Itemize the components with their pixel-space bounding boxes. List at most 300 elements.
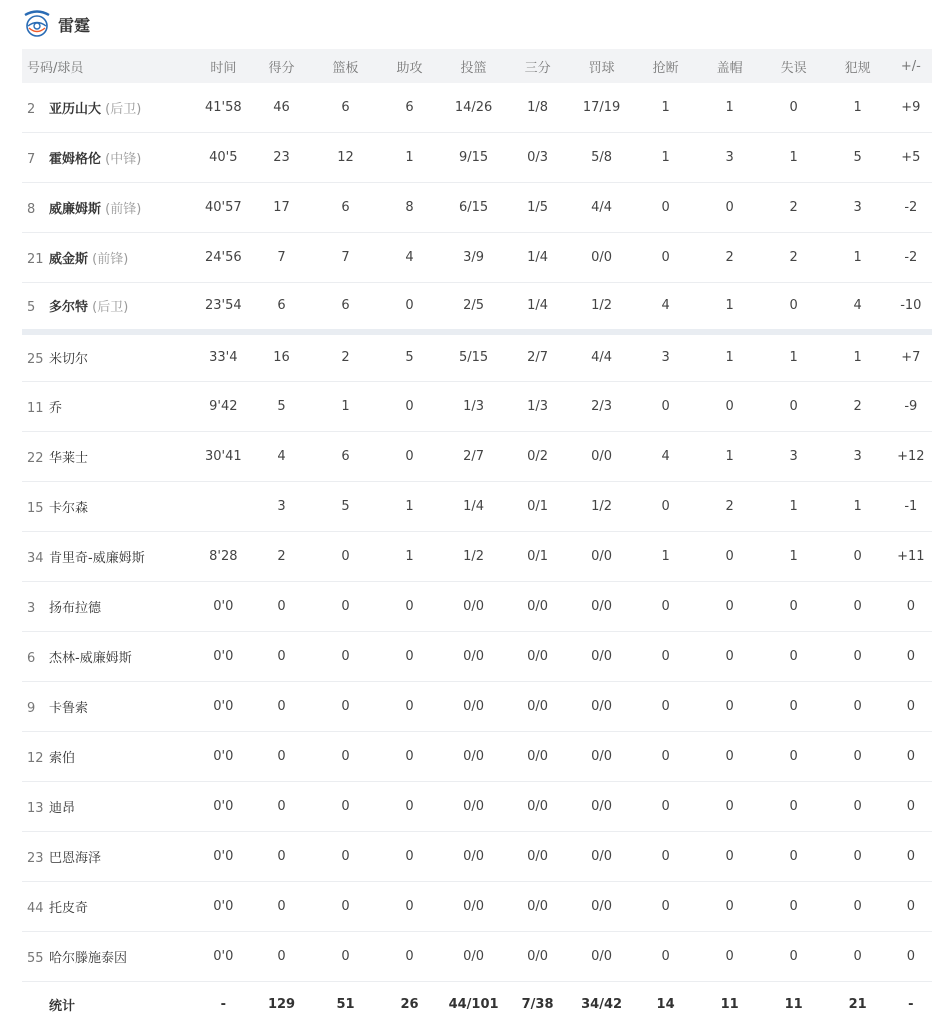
- player-name[interactable]: 迪昂: [49, 800, 76, 816]
- column-header-time: 时间: [210, 60, 237, 76]
- stat-fouls: 0: [853, 848, 862, 864]
- player-row: [22, 731, 932, 781]
- stat-field-goals: 0/0: [463, 898, 485, 914]
- stat-field-goals: 5/15: [458, 350, 489, 366]
- stat-free-throws: 1/2: [591, 298, 613, 314]
- stat-field-goals: 0/0: [463, 698, 485, 714]
- jersey-number: 7: [27, 151, 36, 167]
- jersey-number: 44: [27, 900, 44, 916]
- stat-free-throws: 17/19: [582, 99, 621, 115]
- stat-time: 30'41: [204, 448, 242, 464]
- jersey-number: 3: [27, 600, 36, 616]
- player-cell: [22, 332, 197, 381]
- stat-blocks: 0: [725, 598, 734, 614]
- stat-fouls: 0: [853, 798, 862, 814]
- stat-rebounds: 0: [341, 898, 350, 914]
- stat-steals: 0: [661, 199, 670, 215]
- stat-free-throws: 0/0: [591, 448, 613, 464]
- stat-time: 8'28: [209, 548, 238, 564]
- stat-time: 33'4: [209, 350, 238, 366]
- stat-rebounds: 0: [341, 548, 350, 564]
- stat-three-pointers: 1/8: [527, 99, 549, 115]
- player-row: [22, 831, 932, 881]
- stat-turnovers: 0: [789, 698, 798, 714]
- stat-rebounds: 12: [337, 149, 354, 165]
- stat-assists: 5: [405, 350, 414, 366]
- column-header-three-pointers: 三分: [524, 60, 551, 76]
- stat-time: 0'0: [213, 948, 234, 964]
- stat-fouls: 1: [853, 350, 862, 366]
- stat-assists: 0: [405, 848, 414, 864]
- player-name[interactable]: 肯里奇-威廉姆斯: [49, 550, 145, 566]
- jersey-number: 25: [27, 352, 44, 368]
- stat-points: 0: [277, 898, 286, 914]
- stat-rebounds: 0: [341, 848, 350, 864]
- player-name[interactable]: 威金斯: [49, 251, 89, 267]
- player-row: [22, 431, 932, 481]
- stat-blocks: 2: [725, 249, 734, 265]
- stat-blocks: 1: [725, 350, 734, 366]
- stat-blocks: 0: [725, 898, 734, 914]
- stat-free-throws: 5/8: [591, 149, 613, 165]
- stat-rebounds: 0: [341, 798, 350, 814]
- stat-field-goals: 9/15: [458, 149, 489, 165]
- column-header-free-throws: 罚球: [588, 60, 615, 76]
- stat-fouls: 1: [853, 99, 862, 115]
- stat-turnovers: 1: [789, 149, 798, 165]
- player-name[interactable]: 哈尔滕施泰因: [49, 950, 128, 966]
- player-position: (中锋): [105, 151, 142, 167]
- stat-plus-minus: 0: [906, 598, 915, 614]
- stat-points: 6: [277, 298, 286, 314]
- stat-turnovers: 0: [789, 898, 798, 914]
- stat-assists: 0: [405, 898, 414, 914]
- player-cell: [22, 431, 197, 481]
- stat-points: 16: [273, 350, 290, 366]
- stat-assists: 1: [405, 548, 414, 564]
- player-row: [22, 132, 932, 182]
- stat-blocks: 1: [725, 298, 734, 314]
- player-name[interactable]: 卡鲁索: [49, 700, 89, 716]
- player-row: [22, 781, 932, 831]
- player-cell: [22, 481, 197, 531]
- stat-three-pointers: 0/0: [527, 948, 549, 964]
- stat-steals: 4: [661, 448, 670, 464]
- stat-turnovers: 0: [789, 598, 798, 614]
- player-row: [22, 381, 932, 431]
- jersey-number: 21: [27, 251, 44, 267]
- stat-time: 0'0: [213, 598, 234, 614]
- stat-assists: 0: [405, 598, 414, 614]
- stat-steals: 0: [661, 249, 670, 265]
- total-field-goals: 44/101: [448, 997, 499, 1013]
- stat-free-throws: 0/0: [591, 748, 613, 764]
- stat-plus-minus: 0: [906, 898, 915, 914]
- stat-steals: 0: [661, 598, 670, 614]
- stat-three-pointers: 1/4: [527, 249, 549, 265]
- stat-time: [197, 481, 249, 531]
- player-position: (后卫): [105, 101, 142, 117]
- stat-steals: 0: [661, 648, 670, 664]
- player-position: (前锋): [105, 201, 142, 217]
- stat-assists: 0: [405, 298, 414, 314]
- player-row: [22, 631, 932, 681]
- stat-points: 0: [277, 798, 286, 814]
- stat-plus-minus: +5: [901, 149, 921, 165]
- player-row: [22, 83, 932, 132]
- stat-plus-minus: 0: [906, 798, 915, 814]
- stat-time: 0'0: [213, 648, 234, 664]
- player-row: [22, 531, 932, 581]
- stat-free-throws: 0/0: [591, 898, 613, 914]
- stat-points: 0: [277, 648, 286, 664]
- jersey-number: 2: [27, 101, 36, 117]
- stat-field-goals: 0/0: [463, 598, 485, 614]
- stat-turnovers: 0: [789, 748, 798, 764]
- stat-blocks: 2: [725, 498, 734, 514]
- stat-free-throws: 0/0: [591, 648, 613, 664]
- stat-plus-minus: 0: [906, 648, 915, 664]
- stat-time: 0'0: [213, 698, 234, 714]
- stat-rebounds: 7: [341, 249, 350, 265]
- stat-blocks: 0: [725, 948, 734, 964]
- player-name[interactable]: 米切尔: [49, 352, 89, 368]
- stat-plus-minus: +9: [901, 99, 921, 115]
- stat-fouls: 0: [853, 748, 862, 764]
- jersey-number: 13: [27, 800, 44, 816]
- stat-time: 0'0: [213, 848, 234, 864]
- player-name[interactable]: 托皮奇: [49, 900, 89, 916]
- stat-turnovers: 0: [789, 798, 798, 814]
- column-header-points: 得分: [268, 60, 295, 76]
- stat-three-pointers: 1/5: [527, 199, 549, 215]
- jersey-number: 5: [27, 300, 36, 316]
- player-row: [22, 931, 932, 981]
- stat-field-goals: 0/0: [463, 798, 485, 814]
- stat-free-throws: 0/0: [591, 848, 613, 864]
- player-name[interactable]: 乔: [49, 400, 63, 416]
- stat-points: 23: [273, 149, 290, 165]
- stat-plus-minus: 0: [906, 698, 915, 714]
- player-name[interactable]: 华莱士: [49, 450, 89, 466]
- stat-blocks: 1: [725, 99, 734, 115]
- stat-assists: 6: [405, 99, 414, 115]
- stat-rebounds: 6: [341, 298, 350, 314]
- stat-assists: 0: [405, 948, 414, 964]
- stat-steals: 0: [661, 848, 670, 864]
- stat-points: 0: [277, 848, 286, 864]
- stat-turnovers: 1: [789, 548, 798, 564]
- stat-time: 41'58: [204, 99, 242, 115]
- stat-time: 40'57: [204, 199, 242, 215]
- player-cell: [22, 182, 197, 232]
- player-name[interactable]: 多尔特: [49, 300, 89, 316]
- stat-plus-minus: -9: [904, 398, 918, 414]
- stat-three-pointers: 1/3: [527, 398, 549, 414]
- column-header-steals: 抢断: [652, 60, 679, 76]
- player-position: (前锋): [92, 251, 129, 267]
- stat-plus-minus: 0: [906, 748, 915, 764]
- stat-free-throws: 4/4: [591, 199, 613, 215]
- stat-turnovers: 0: [789, 848, 798, 864]
- stat-field-goals: 0/0: [463, 748, 485, 764]
- stat-plus-minus: 0: [906, 848, 915, 864]
- stat-turnovers: 2: [789, 199, 798, 215]
- stat-three-pointers: 0/0: [527, 598, 549, 614]
- stat-points: 5: [277, 398, 286, 414]
- stat-free-throws: 0/0: [591, 548, 613, 564]
- stat-fouls: 1: [853, 498, 862, 514]
- stat-rebounds: 0: [341, 598, 350, 614]
- stat-blocks: 3: [725, 149, 734, 165]
- stat-field-goals: 2/7: [463, 448, 485, 464]
- stat-turnovers: 0: [789, 948, 798, 964]
- stat-steals: 0: [661, 748, 670, 764]
- stat-steals: 1: [661, 99, 670, 115]
- total-fouls: 21: [848, 997, 867, 1013]
- stat-blocks: 0: [725, 199, 734, 215]
- jersey-number: 34: [27, 550, 44, 566]
- column-header-field-goals: 投篮: [460, 60, 487, 76]
- stat-field-goals: 0/0: [463, 648, 485, 664]
- stat-plus-minus: +11: [897, 548, 925, 564]
- stat-assists: 0: [405, 748, 414, 764]
- stat-three-pointers: 0/1: [527, 548, 549, 564]
- stat-blocks: 0: [725, 698, 734, 714]
- stat-points: 4: [277, 448, 286, 464]
- stat-plus-minus: -10: [900, 298, 922, 314]
- stat-blocks: 0: [725, 548, 734, 564]
- stat-plus-minus: +7: [901, 350, 921, 366]
- stat-steals: 0: [661, 398, 670, 414]
- column-header-rebounds: 篮板: [332, 60, 359, 76]
- stat-rebounds: 2: [341, 350, 350, 366]
- stat-points: 17: [273, 199, 290, 215]
- stat-time: 0'0: [213, 798, 234, 814]
- column-header-blocks: 盖帽: [716, 60, 743, 76]
- stat-field-goals: 1/4: [463, 498, 485, 514]
- stat-rebounds: 0: [341, 748, 350, 764]
- player-name[interactable]: 霍姆格伦: [49, 151, 102, 167]
- stat-fouls: 3: [853, 199, 862, 215]
- stat-steals: 1: [661, 149, 670, 165]
- stat-turnovers: 3: [789, 448, 798, 464]
- player-cell: [22, 232, 197, 282]
- jersey-number: 22: [27, 450, 44, 466]
- stat-assists: 4: [405, 249, 414, 265]
- team-name: 雷霆: [58, 15, 91, 35]
- player-cell: [22, 881, 197, 931]
- player-position: (后卫): [92, 300, 129, 316]
- stat-free-throws: 0/0: [591, 249, 613, 265]
- player-name[interactable]: 卡尔森: [49, 500, 89, 516]
- stat-three-pointers: 1/4: [527, 298, 549, 314]
- stat-rebounds: 6: [341, 448, 350, 464]
- column-header-fouls: 犯规: [844, 60, 871, 76]
- stat-free-throws: 1/2: [591, 498, 613, 514]
- stat-fouls: 2: [853, 398, 862, 414]
- stat-time: 0'0: [213, 748, 234, 764]
- stat-fouls: 0: [853, 948, 862, 964]
- player-row: [22, 681, 932, 731]
- total-free-throws: 34/42: [581, 997, 623, 1013]
- total-blocks: 11: [720, 997, 739, 1013]
- player-row: [22, 332, 932, 381]
- stat-rebounds: 0: [341, 648, 350, 664]
- player-row: [22, 232, 932, 282]
- stat-fouls: 3: [853, 448, 862, 464]
- totals-label: 统计: [49, 999, 76, 1015]
- box-score-table: [22, 49, 932, 1028]
- player-cell: [22, 381, 197, 431]
- stat-field-goals: 14/26: [454, 99, 493, 115]
- stat-points: 3: [277, 498, 286, 514]
- player-cell: [22, 631, 197, 681]
- stat-field-goals: 1/3: [463, 398, 485, 414]
- stat-assists: 1: [405, 498, 414, 514]
- stat-steals: 1: [661, 548, 670, 564]
- total-turnovers: 11: [784, 997, 803, 1013]
- stat-turnovers: 0: [789, 99, 798, 115]
- player-row: [22, 282, 932, 332]
- jersey-number: 8: [27, 201, 36, 217]
- stat-three-pointers: 0/3: [527, 149, 549, 165]
- stat-turnovers: 0: [789, 648, 798, 664]
- total-time: -: [220, 997, 227, 1013]
- stat-rebounds: 5: [341, 498, 350, 514]
- stat-assists: 0: [405, 448, 414, 464]
- stat-turnovers: 0: [789, 298, 798, 314]
- stat-rebounds: 6: [341, 199, 350, 215]
- stat-time: 0'0: [213, 898, 234, 914]
- stat-points: 0: [277, 748, 286, 764]
- player-row: [22, 481, 932, 531]
- stat-blocks: 0: [725, 648, 734, 664]
- stat-three-pointers: 0/0: [527, 898, 549, 914]
- stat-plus-minus: -1: [904, 498, 918, 514]
- stat-three-pointers: 0/0: [527, 848, 549, 864]
- stat-rebounds: 1: [341, 398, 350, 414]
- total-points: 129: [267, 997, 296, 1013]
- stat-field-goals: 1/2: [463, 548, 485, 564]
- jersey-number: 12: [27, 750, 44, 766]
- table-header-row: [22, 49, 932, 83]
- stat-fouls: 0: [853, 898, 862, 914]
- stat-free-throws: 2/3: [591, 398, 613, 414]
- stat-assists: 0: [405, 398, 414, 414]
- stat-free-throws: 4/4: [591, 350, 613, 366]
- team-header: [22, 8, 90, 40]
- stat-points: 2: [277, 548, 286, 564]
- stat-blocks: 0: [725, 848, 734, 864]
- total-steals: 14: [656, 997, 675, 1013]
- stat-steals: 0: [661, 798, 670, 814]
- stat-plus-minus: -2: [904, 249, 918, 265]
- stat-plus-minus: 0: [906, 948, 915, 964]
- player-row: [22, 182, 932, 232]
- player-cell: [22, 781, 197, 831]
- stat-time: 23'54: [204, 298, 242, 314]
- stat-fouls: 0: [853, 548, 862, 564]
- stat-fouls: 5: [853, 149, 862, 165]
- stat-rebounds: 6: [341, 99, 350, 115]
- stat-assists: 0: [405, 798, 414, 814]
- player-cell: [22, 931, 197, 981]
- stat-three-pointers: 0/1: [527, 498, 549, 514]
- stat-free-throws: 0/0: [591, 698, 613, 714]
- player-name[interactable]: 亚历山大: [49, 101, 102, 117]
- stat-assists: 8: [405, 199, 414, 215]
- stat-assists: 1: [405, 149, 414, 165]
- stat-plus-minus: +12: [897, 448, 925, 464]
- stat-three-pointers: 0/0: [527, 748, 549, 764]
- stat-plus-minus: -2: [904, 199, 918, 215]
- stat-steals: 0: [661, 898, 670, 914]
- player-cell: [22, 731, 197, 781]
- stat-points: 7: [277, 249, 286, 265]
- jersey-number: 55: [27, 950, 44, 966]
- total-three-pointers: 7/38: [521, 997, 554, 1013]
- totals-row: [22, 981, 932, 1028]
- stat-three-pointers: 0/2: [527, 448, 549, 464]
- player-name[interactable]: 杰林-威廉姆斯: [49, 650, 132, 666]
- stat-blocks: 0: [725, 748, 734, 764]
- stat-fouls: 1: [853, 249, 862, 265]
- player-name[interactable]: 威廉姆斯: [49, 201, 102, 217]
- column-header-assists: 助攻: [396, 60, 423, 76]
- stat-turnovers: 1: [789, 350, 798, 366]
- stat-field-goals: 0/0: [463, 948, 485, 964]
- stat-field-goals: 3/9: [463, 249, 485, 265]
- stat-three-pointers: 0/0: [527, 698, 549, 714]
- stat-three-pointers: 2/7: [527, 350, 549, 366]
- column-header-player: 号码/球员: [27, 60, 84, 76]
- stat-field-goals: 2/5: [463, 298, 485, 314]
- stat-blocks: 0: [725, 398, 734, 414]
- stat-fouls: 0: [853, 648, 862, 664]
- stat-fouls: 4: [853, 298, 862, 314]
- stat-steals: 0: [661, 948, 670, 964]
- player-name[interactable]: 索伯: [49, 750, 76, 766]
- stat-time: 9'42: [209, 398, 238, 414]
- stat-steals: 0: [661, 498, 670, 514]
- player-cell: [22, 681, 197, 731]
- player-cell: [22, 581, 197, 631]
- player-row: [22, 881, 932, 931]
- stat-rebounds: 0: [341, 948, 350, 964]
- stat-time: 40'5: [209, 149, 238, 165]
- stat-field-goals: 0/0: [463, 848, 485, 864]
- jersey-number: 9: [27, 700, 36, 716]
- stat-three-pointers: 0/0: [527, 648, 549, 664]
- player-name[interactable]: 巴恩海泽: [49, 850, 102, 866]
- stat-free-throws: 0/0: [591, 798, 613, 814]
- stat-turnovers: 0: [789, 398, 798, 414]
- stat-steals: 3: [661, 350, 670, 366]
- stat-assists: 0: [405, 648, 414, 664]
- stat-steals: 4: [661, 298, 670, 314]
- column-header-plus-minus: +/-: [900, 58, 921, 74]
- stat-three-pointers: 0/0: [527, 798, 549, 814]
- stat-fouls: 0: [853, 698, 862, 714]
- stat-free-throws: 0/0: [591, 598, 613, 614]
- player-cell: [22, 282, 197, 332]
- stat-turnovers: 2: [789, 249, 798, 265]
- jersey-number: 11: [27, 400, 44, 416]
- stat-assists: 0: [405, 698, 414, 714]
- player-name[interactable]: 扬布拉德: [49, 600, 102, 616]
- stat-points: 0: [277, 698, 286, 714]
